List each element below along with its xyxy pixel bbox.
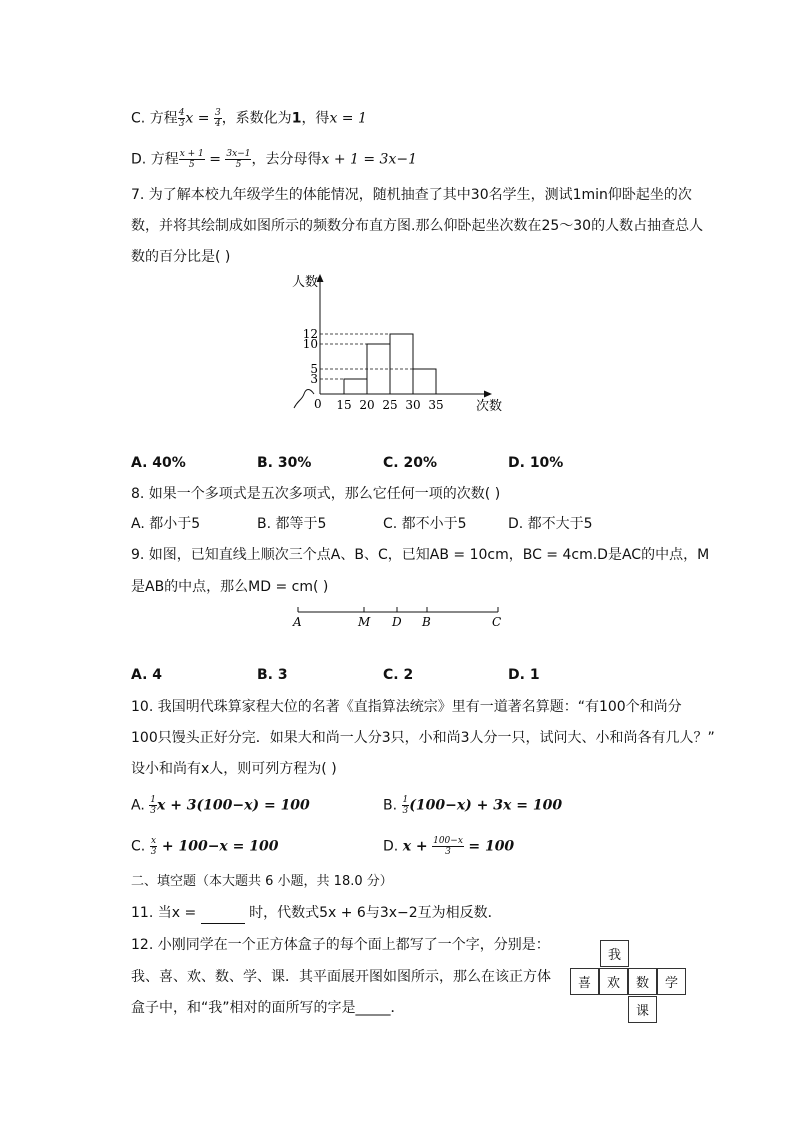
net-face-4: 学: [657, 968, 686, 995]
axis-break: [294, 390, 314, 409]
y-tick-label: 10: [302, 337, 318, 351]
section-title: 二、填空题（本大题共 6 小题，共 18.0 分）: [131, 874, 393, 889]
line-segment-figure: [288, 600, 508, 632]
q9-option-c[interactable]: C. 2: [383, 667, 414, 683]
x-tick-label: 30: [405, 398, 421, 412]
q12-line-3: 盒子中，和“我”相对的面所写的字是_____．: [131, 1000, 405, 1016]
q8-option-b[interactable]: B. 都等于5: [257, 516, 327, 532]
q10-line-1: 10. 我国明代珠算家程大位的名著《直指算法统宗》里有一道著名算题：“有100个和尚分: [131, 699, 682, 715]
net-face-1: 喜: [570, 968, 599, 995]
q10-line-3: 设小和尚有x人，则可列方程为( ): [131, 761, 337, 777]
y-axis-label: 人数: [292, 275, 319, 290]
q9-option-b[interactable]: B. 3: [257, 667, 288, 683]
q10-line-2: 100只馒头正好分完．如果大和尚一人分3只，小和尚3人分一只，试问大、小和尚各有几人？”: [131, 730, 715, 746]
q9-line-2: 是AB的中点，那么MD = cm( ): [131, 579, 329, 595]
q10-option-c[interactable]: C. $\frac{x}{3}$ + 100−x = 100: [131, 836, 279, 857]
label-m: M: [358, 615, 371, 629]
label-b: B: [422, 615, 431, 629]
q6-option-c: C. 方程 $\frac{4}{3}$ x = $\frac{3}{4}$ ，系数化为1，得x = 1: [131, 108, 367, 129]
x-axis-arrow: [484, 391, 492, 398]
q11-answer-blank[interactable]: [201, 903, 245, 924]
x-axis-label: 次数: [476, 399, 503, 414]
q8-option-c[interactable]: C. 都不小于5: [383, 516, 467, 532]
origin-label: 0: [314, 397, 322, 411]
cube-net: [570, 940, 690, 1030]
q7-line-2: 数，并将其绘制成如图所示的频数分布直方图.那么仰卧起坐次数在25～30的人数占抽查总人: [131, 218, 704, 234]
net-face-3: 数: [628, 968, 657, 995]
q7-line-1: 7. 为了解本校九年级学生的体能情况，随机抽查了其中30名学生，测试1min仰卧起坐的次: [131, 187, 692, 203]
y-tick-label: 5: [310, 362, 318, 376]
x-tick-label: 25: [382, 398, 398, 412]
q7-option-c[interactable]: C. 20%: [383, 455, 437, 471]
q10-option-b[interactable]: B. $\frac{1}{3}$ (100−x) + 3x = 100: [383, 795, 563, 816]
x-tick-label: 20: [359, 398, 375, 412]
label-d: D: [392, 615, 402, 629]
q9-line-1: 9. 如图，已知直线上顺次三个点A、B、C，已知AB = 10cm，BC = 4cm.D是AC的中点，M: [131, 547, 710, 563]
q7-option-a[interactable]: A. 40%: [131, 455, 186, 471]
x-tick-label: 15: [336, 398, 352, 412]
q8-option-d[interactable]: D. 都不大于5: [508, 516, 593, 532]
histogram-chart: [280, 268, 520, 418]
q6-option-d: D. 方程 $\frac{x + 1}{5}$ = $\frac{3x-1}{5}$ ，去分母得x + 1 = 3x−1: [131, 149, 417, 170]
q8-stem: 8. 如果一个多项式是五次多项式，那么它任何一项的次数( ): [131, 486, 501, 502]
q9-option-d[interactable]: D. 1: [508, 667, 540, 683]
net-face-2: 欢: [599, 968, 628, 995]
q7-option-d[interactable]: D. 10%: [508, 455, 564, 471]
net-face-top: 我: [600, 940, 629, 967]
histogram-bar: [344, 379, 367, 394]
q7-option-b[interactable]: B. 30%: [257, 455, 312, 471]
q8-option-a[interactable]: A. 都小于5: [131, 516, 201, 532]
histogram-bar: [413, 369, 436, 394]
y-tick-label: 12: [302, 327, 318, 341]
q12-line-1: 12. 小刚同学在一个正方体盒子的每个面上都写了一个字，分别是：: [131, 937, 550, 953]
histogram-bar: [390, 334, 413, 394]
q10-option-d[interactable]: D. x + $\frac{100-x}{3}$ = 100: [383, 836, 515, 857]
q11-stem: 11. 当x = 时，代数式5x + 6与3x−2互为相反数．: [131, 903, 502, 924]
q9-option-a[interactable]: A. 4: [131, 667, 163, 683]
label-a: A: [293, 615, 302, 629]
q7-line-3: 数的百分比是( ): [131, 249, 231, 265]
x-tick-label: 35: [428, 398, 444, 412]
q10-option-a[interactable]: A. $\frac{1}{3}$ x + 3(100−x) = 100: [131, 795, 310, 816]
q12-line-2: 我、喜、欢、数、学、课．其平面展开图如图所示，那么在该正方体: [131, 969, 551, 985]
net-face-bottom: 课: [628, 996, 657, 1023]
y-tick-label: 3: [310, 372, 318, 386]
label-c: C: [492, 615, 502, 629]
